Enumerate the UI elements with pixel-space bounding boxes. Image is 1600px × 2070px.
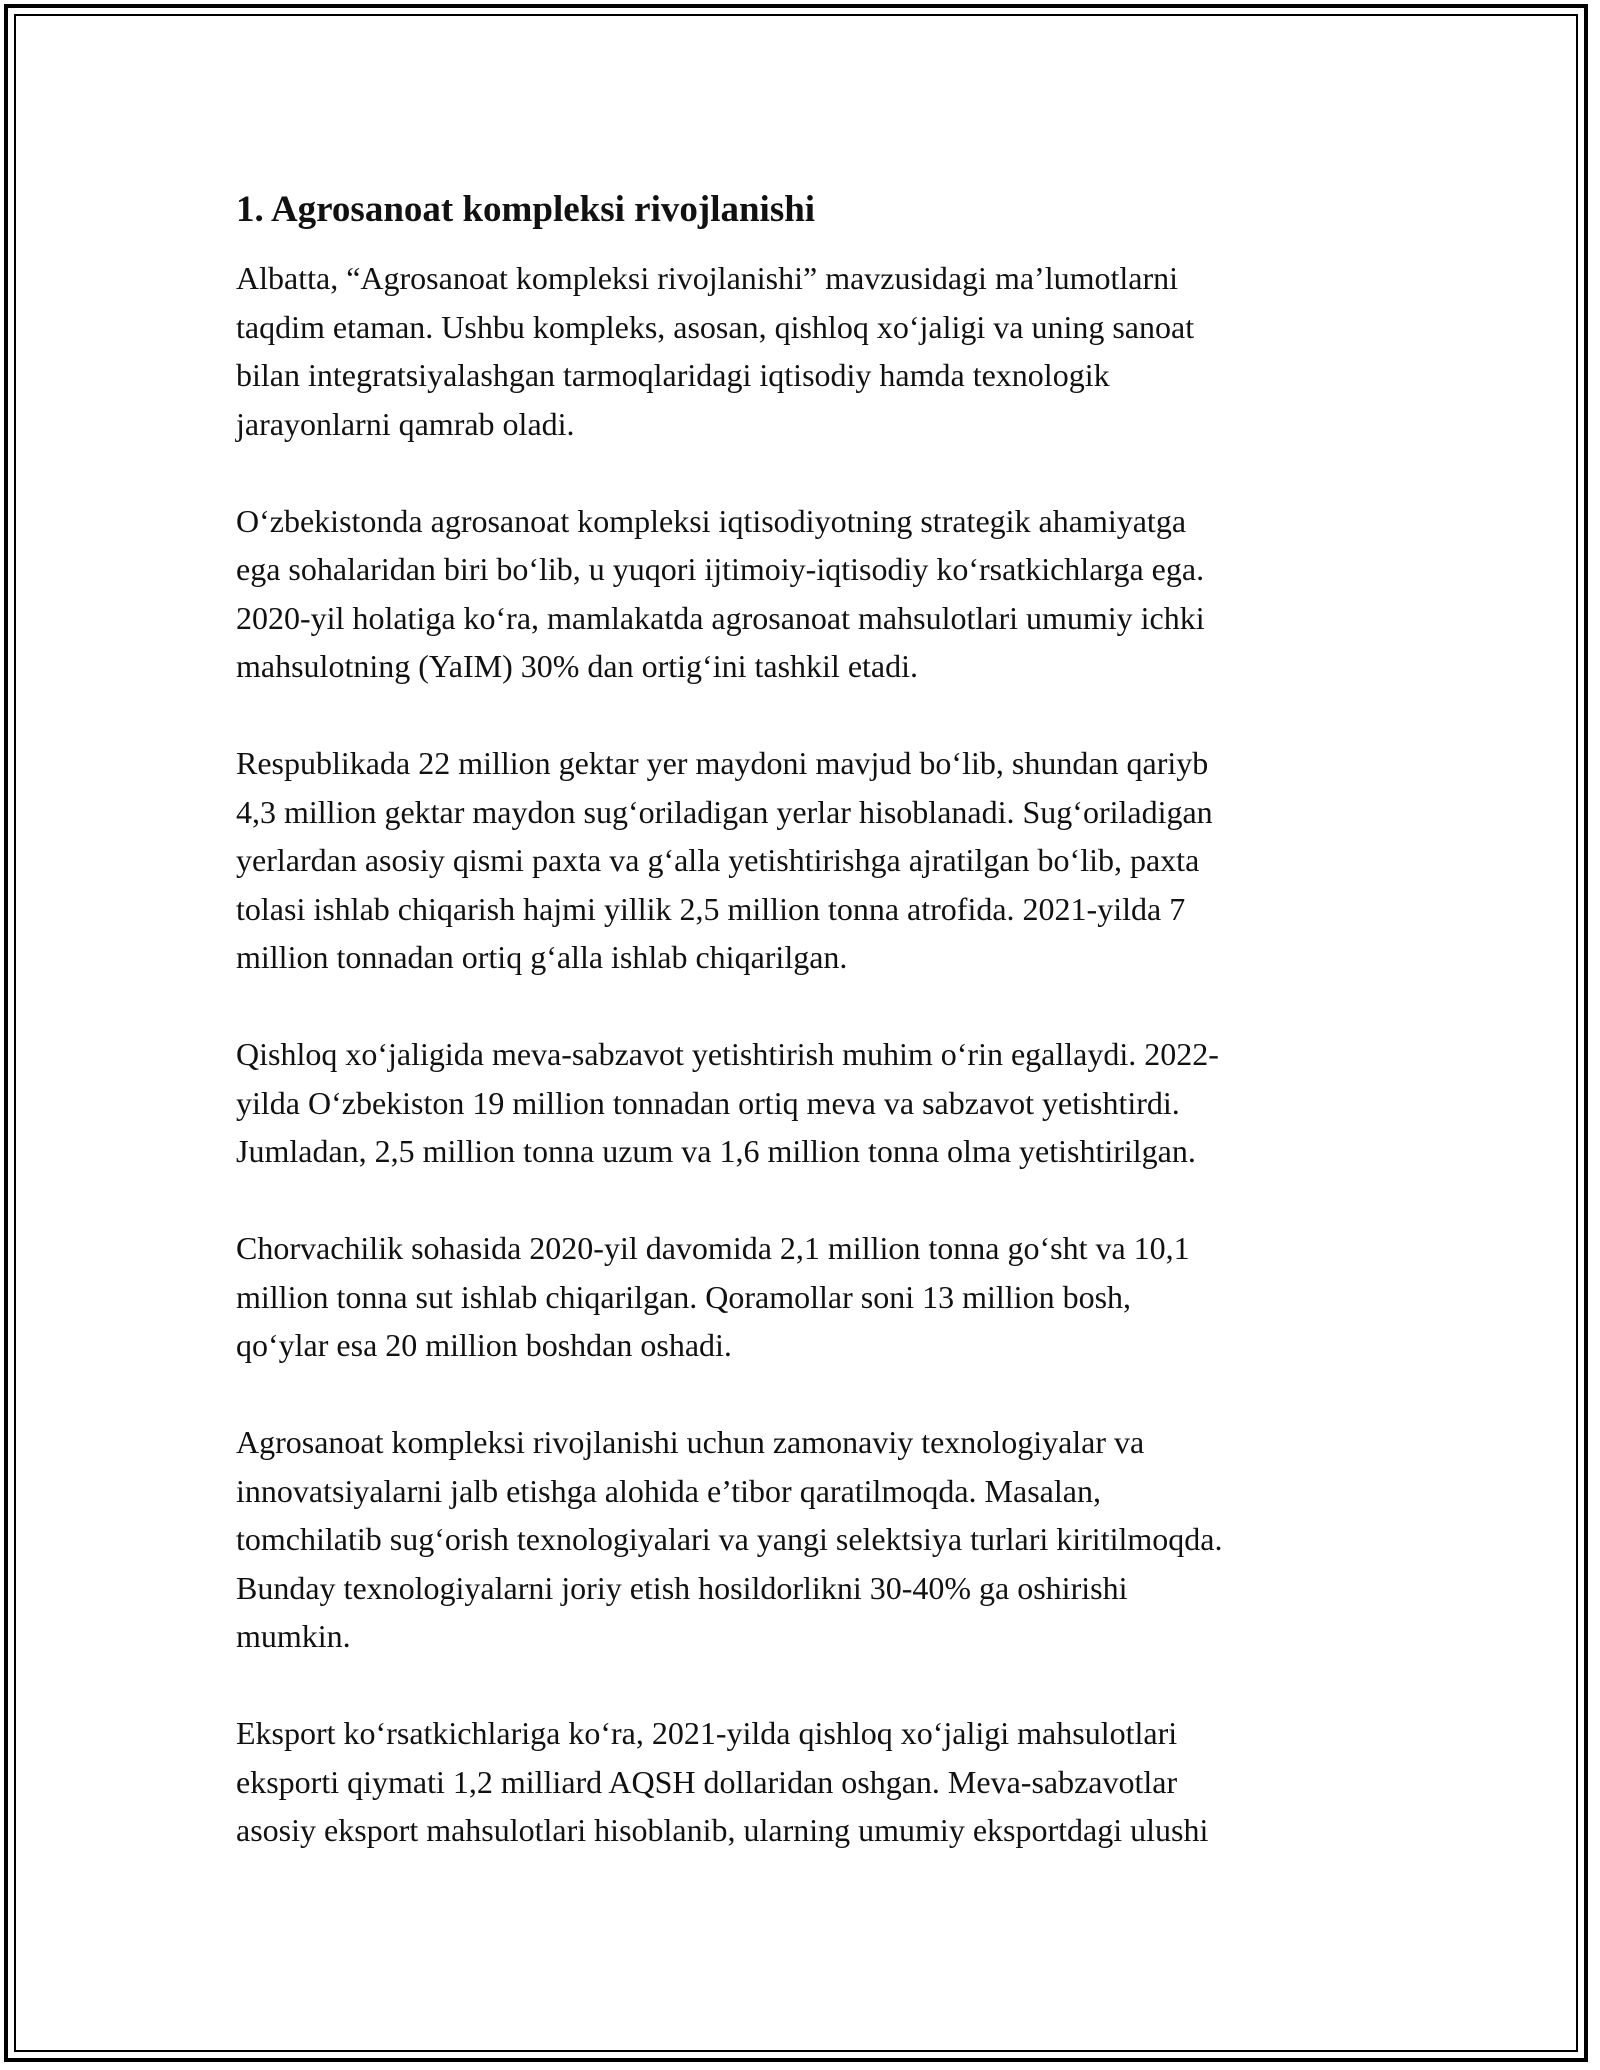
text-line: qo‘ylar esa 20 million boshdan oshadi. <box>236 1327 732 1363</box>
text-line: mahsulotning (YaIM) 30% dan ortig‘ini tashkil etadi. <box>236 648 918 684</box>
text-line: yilda O‘zbekiston 19 million tonnadan ortiq meva va sabzavot yetishtirdi. <box>236 1084 1180 1121</box>
paragraph <box>236 1418 1376 1661</box>
text-line: tomchilatib sug‘orish texnologiyalari va yangi selektsiya turlari kiritilmoqda. <box>236 1521 1223 1557</box>
paragraph-list <box>236 254 1376 1855</box>
text-line: Jumladan, 2,5 million tonna uzum va 1,6 million tonna olma yetishtirilgan. <box>236 1133 1196 1169</box>
text-line: asosiy eksport mahsulotlari hisoblanib, ularning umumiy eksportdagi ulushi <box>236 1812 1209 1848</box>
section-heading: 1. Agrosanoat kompleksi rivojlanishi <box>236 189 816 230</box>
paragraph <box>236 254 1376 448</box>
paragraph <box>236 1030 1376 1176</box>
text-line: 4,3 million gektar maydon sug‘oriladigan yerlar hisoblanadi. Sug‘oriladigan <box>236 793 1213 830</box>
text-line: taqdim etaman. Ushbu kompleks, asosan, qishloq xo‘jaligi va uning sanoat <box>236 308 1195 345</box>
text-line: innovatsiyalarni jalb etishga alohida e’tibor qaratilmoqda. Masalan, <box>236 1472 1101 1509</box>
text-line: mumkin. <box>236 1618 351 1654</box>
text-line: eksporti qiymati 1,2 milliard AQSH dollaridan oshgan. Meva-sabzavotlar <box>236 1763 1178 1800</box>
text-line: ega sohalaridan biri bo‘lib, u yuqori ijtimoiy-iqtisodiy ko‘rsatkichlarga ega. <box>236 551 1205 587</box>
text-line: million tonnadan ortiq g‘alla ishlab chiqarilgan. <box>236 939 848 975</box>
text-line: million tonna sut ishlab chiqarilgan. Qoramollar soni 13 million bosh, <box>236 1278 1132 1315</box>
text-line: O‘zbekistonda agrosanoat kompleksi iqtisodiyotning strategik ahamiyatga <box>236 502 1187 539</box>
paragraph <box>236 1224 1376 1370</box>
text-line: Qishloq xo‘jaligida meva-sabzavot yetishtirish muhim o‘rin egallaydi. 2022- <box>236 1036 1219 1072</box>
text-line: Albatta, “Agrosanoat kompleksi rivojlanishi” mavzusidagi ma’lumotlarni <box>236 260 1178 296</box>
text-line: jarayonlarni qamrab oladi. <box>236 405 575 442</box>
document-body <box>236 186 1376 1903</box>
text-line: bilan integratsiyalashgan tarmoqlaridagi iqtisodiy hamda texnologik <box>236 357 1110 393</box>
paragraph <box>236 497 1376 691</box>
text-line: Agrosanoat kompleksi rivojlanishi uchun zamonaviy texnologiyalar va <box>236 1424 1145 1460</box>
text-line: Eksport ko‘rsatkichlariga ko‘ra, 2021-yilda qishloq xo‘jaligi mahsulotlari <box>236 1715 1178 1751</box>
text-line: yerlardan asosiy qismi paxta va g‘alla yetishtirishga ajratilgan bo‘lib, paxta <box>236 842 1200 878</box>
text-line: Bunday texnologiyalarni joriy etish hosildorlikni 30-40% ga oshirishi <box>236 1569 1128 1606</box>
text-line: tolasi ishlab chiqarish hajmi yillik 2,5 million tonna atrofida. 2021-yilda 7 <box>236 890 1186 927</box>
text-line: Respublikada 22 million gektar yer maydoni mavjud bo‘lib, shundan qariyb <box>236 745 1209 781</box>
paragraph <box>236 739 1376 982</box>
paragraph <box>236 1709 1376 1855</box>
text-line: Chorvachilik sohasida 2020-yil davomida 2,1 million tonna go‘sht va 10,1 <box>236 1230 1190 1266</box>
text-line: 2020-yil holatiga ko‘ra, mamlakatda agrosanoat mahsulotlari umumiy ichki <box>236 599 1205 636</box>
